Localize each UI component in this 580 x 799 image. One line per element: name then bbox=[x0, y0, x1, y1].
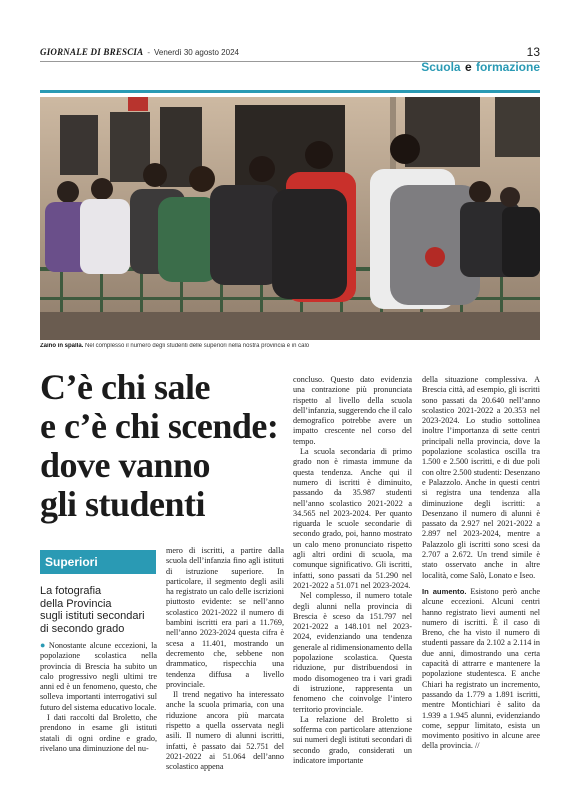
section-label-amp: e bbox=[464, 60, 472, 74]
article-column-2 bbox=[166, 546, 284, 773]
section-accent-rule bbox=[40, 90, 540, 93]
headline-line-3: dove vanno bbox=[40, 445, 211, 485]
page-number: 13 bbox=[526, 45, 540, 59]
paragraph-lead: In aumento. bbox=[422, 587, 467, 596]
subhead-line-2: della Provincia bbox=[40, 597, 112, 610]
subhead-line-4: di secondo grado bbox=[40, 622, 125, 635]
article-column-4 bbox=[422, 375, 540, 581]
photo-caption bbox=[40, 343, 540, 349]
article-column-4-lower bbox=[422, 587, 540, 752]
headline-line-2: e c’è chi scende: bbox=[40, 406, 279, 446]
headline-line-4: gli studenti bbox=[40, 484, 206, 524]
masthead bbox=[40, 45, 540, 59]
paragraph: della situazione complessiva. A Brescia città, ad esempio, gli iscritti sono passati da 20.640 nell’anno scolastico 2021-2022 a 20.353 nel 2023-2024. Lo studio sottolinea inoltre l’importanza di sette centri principali nella provincia, dove la popolazione scolastica oscilla tra 1.500 e 2.500 iscritti, e di due poli con oltre 2.500 studenti: Desenzano e Palazzolo. Anche in questi centri si registra una tendenza alla diminuzione degli iscritti: a Desenzano il numero di alunni è passato da 2.927 nel 2021-2022 a 2.897 nel 2023-2024, mentre a Palazzolo gli iscritti sono scesi da 2.707 a 2.672. Un trend simile è stato osservato anche in altre località, come Salò, Lonato e Iseo. bbox=[422, 375, 540, 580]
paragraph: La scuola secondaria di primo grado non è rimasta immune da questa tendenza. Anche qui il numero di iscritti è diminuito, passando da 35.987 studenti nell’anno scolastico 2021-2022 a 34.565 nel 2023-2024. Per quanto riguarda le scuole secondarie di secondo grado, poi, hanno mostrato un calo meno pronunciato rispetto agli altri ordini di scuola, ma comunque significativo. Gli iscritti, infatti, sono passati da 51.290 nel 2021-2022 a 51.071 nel 2023-2024. bbox=[293, 447, 412, 590]
article-column-1 bbox=[40, 640, 157, 754]
paragraph: I dati raccolti dal Broletto, che prendono in esame gli istituti statali di ogni ordine e grado, rivelano una diminuzione del nu- bbox=[40, 713, 157, 753]
bullet-icon: ● bbox=[40, 640, 47, 650]
paragraph: mero di iscritti, a partire dalla scuola dell’infanzia fino agli istituti di istruzione superiore. In particolare, il segmento degli asili ha registrato un calo delle iscrizioni piuttosto evidente: se nell’anno scolastico 2021-2022 il numero di bambini iscritti era pari a 11.769, nell’anno 2023-2024 questa cifra è scesa a 11.401, mostrando un decremento che, sebbene non drammatico, rispecchia una tendenza diffusa a livello provinciale. bbox=[166, 546, 284, 689]
headline bbox=[40, 368, 288, 524]
students-backpacks-photo bbox=[40, 97, 540, 340]
caption-lead: Zaino in spalla. bbox=[40, 343, 84, 349]
paragraph: concluso. Questo dato evidenzia una contrazione più pronunciata rispetto al livello della scuola dell’infanzia, suggerendo che il calo demografico potrebbe avere un impatto crescente nel corso del tempo. bbox=[293, 375, 412, 446]
masthead-separator: - bbox=[147, 47, 151, 57]
caption-text: Nel complesso il numero degli studenti delle superiori nella nostra provincia è in calo bbox=[85, 343, 310, 349]
subhead-line-3: sugli istituti secondari bbox=[40, 610, 145, 622]
paragraph: Esistono però anche alcune eccezioni. Alcuni centri hanno registrato lievi aumenti nel numero di iscritti. È il caso di Breno, che ha visto il numero di studenti passare da 2.102 a 2.114 in due anni, dimostrando una certa capacità di attrarre e mantenere la popolazione studentesca. E anche Chiari ha registrato un incremento, passando da 1.779 a 1.891 iscritti, mentre Montichiari è salito da 1.939 a 1.945 alunni, evidenziando come, seppur limitato, esista un movimento positivo in alcune aree della provincia. // bbox=[422, 587, 541, 751]
section-label-part1: Scuola bbox=[421, 60, 461, 74]
newspaper-name: GIORNALE DI BRESCIA bbox=[40, 47, 144, 57]
article-column-3 bbox=[293, 375, 412, 766]
section-label bbox=[421, 60, 540, 74]
section-label-part2: formazione bbox=[475, 60, 540, 74]
paragraph: Nonostante alcune eccezioni, la popolazione scolastica nella provincia di Brescia ha subito un calo progressivo negli ultimi tre anni ed è un fenomeno, questo, che solleva importanti interrogativi sul futuro del sistema educativo locale. bbox=[40, 641, 157, 712]
issue-date: Venerdì 30 agosto 2024 bbox=[154, 47, 239, 57]
subheadline bbox=[40, 585, 158, 635]
headline-line-1: C’è chi sale bbox=[40, 367, 210, 407]
paragraph: La relazione del Broletto si sofferma con particolare attenzione sui numeri degli istituti secondari di secondo grado, considerati un indicatore importante bbox=[293, 714, 412, 765]
paragraph: Il trend negativo ha interessato anche la scuola primaria, con una riduzione ancora più marcata rispetto a quella osservata negli asili. Il numero di alunni iscritti, infatti, è passato dai 52.751 del 2021-2022 ai 51.064 dell’anno scolastico appena bbox=[166, 690, 284, 772]
paragraph: Nel complesso, il numero totale degli alunni nella provincia di Brescia è sceso da 151.797 nel 2021-2022 a 148.101 nel 2023-2024, evidenziando una tendenza generale al ridimensionamento della popolazione scolastica. Questa riduzione, pur distribuendosi in modo disomogeneo tra i vari gradi di istruzione, rappresenta un fenomeno che coinvolge l’intero territorio provinciale. bbox=[293, 591, 412, 714]
subhead-line-1: La fotografia bbox=[40, 585, 102, 597]
kicker-badge: Superiori bbox=[40, 550, 156, 574]
